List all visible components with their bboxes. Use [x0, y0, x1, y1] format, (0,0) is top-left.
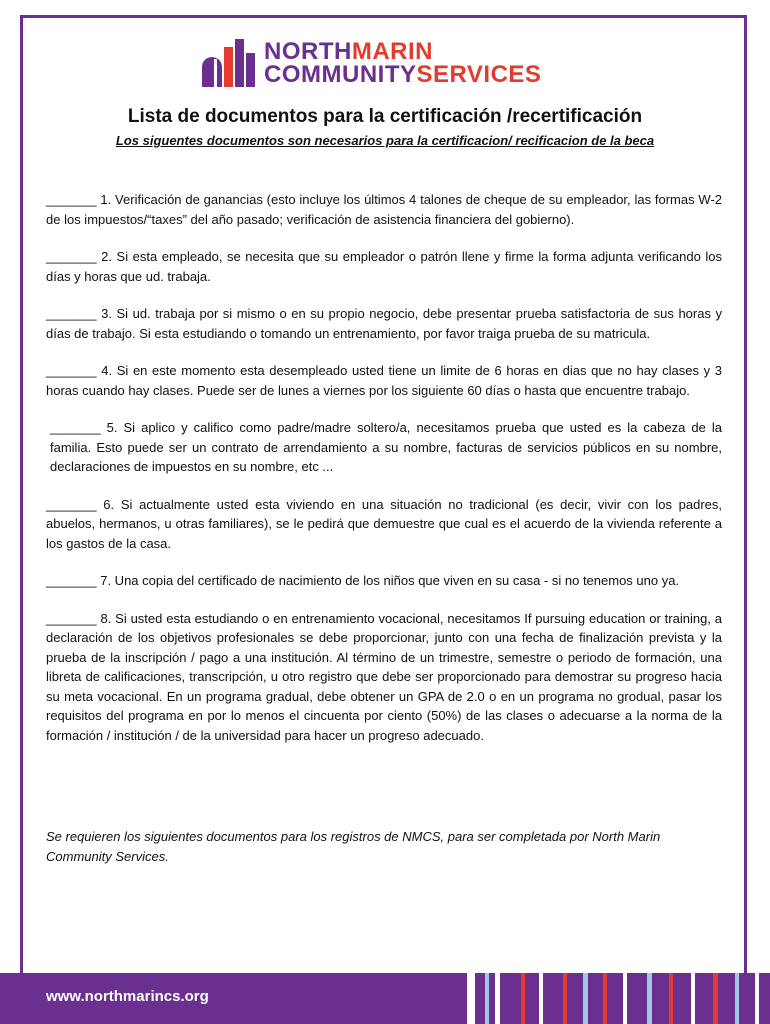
records-note: Se requieren los siguientes documentos para los registros de NMCS, para ser completada por North Marin Community Services.: [46, 829, 661, 864]
checklist: [46, 190, 722, 763]
footer-website-link[interactable]: www.northmarincs.org: [46, 988, 209, 1005]
footer-stripe: [603, 973, 607, 1024]
logo-marin: MARIN: [351, 38, 433, 65]
org-logo: [200, 36, 541, 90]
checklist-item-1: _______ 1. Verificación de ganancias (esto incluye los últimos 4 talones de cheque de su empleador, las formas W-2 de los impuestos/“taxes” del año pasado; verificación de asistencia financiera del gobierno).: [46, 192, 722, 227]
footer-stripe: [521, 973, 525, 1024]
footer-stripe: [691, 973, 695, 1024]
logo-community: COMMUNITY: [264, 61, 417, 88]
footer-stripe: [735, 973, 739, 1024]
logo-wordmark: [264, 40, 541, 86]
footer-stripe: [647, 973, 652, 1024]
footer-stripes: [465, 973, 770, 1024]
footer-stripe: [669, 973, 673, 1024]
footer-stripe: [755, 973, 759, 1024]
checklist-item-6: _______ 6. Si actualmente usted esta viviendo en una situación no tradicional (es decir, vivir con los padres, abuelos, hermanos, u otras familiares), se le pedirá que demuestre que cual es el acuerdo de la vivienda referente a los gastos de la casa.: [46, 496, 722, 551]
checklist-item-8: _______ 8. Si usted esta estudiando o en entrenamiento vocacional, necesitamos If pursuing education or training, a declaración de los objetivos profesionales se debe proporcionar, junto con una fecha de finalización prevista y la prueba de la inscripción / pago a una institución. Al término de un trimestre, semestre o periodo de formación, una libreta de calificaciones, transcripción, u otro registro que debe ser proporcionado para demostrar su progreso hacia su meta vocacional. En un programa gradual, debe obtener un GPA de 2.0 o en un programa no grodual, pasar los requisitos del programa en por lo menos el cincuenta por ciento (50%) de las clases o adecuarse a la norma de la formación / institución / de la universidad para hacer un progreso adecuado.: [46, 610, 722, 743]
document-subtitle: Los siguentes documentos son necesarios para la certificacion/ recificacion de la beca: [115, 133, 655, 148]
footer-stripe: [623, 973, 627, 1024]
checklist-item-3: _______ 3. Si ud. trabaja por si mismo o en su propio negocio, debe presentar prueba satisfactoria de sus horas y días de trabajo. Si esta estudiando o tomando un entrenamiento, por favor traiga prueba de su matricula.: [46, 306, 722, 341]
logo-north: NORTH: [264, 38, 352, 65]
checklist-item-2: _______ 2. Si esta empleado, se necesita que su empleador o patrón llene y firme la forma adjunta verificando los días y horas que ud. trabaja.: [46, 249, 722, 284]
document-title: Lista de documentos para la certificación /recertificación: [127, 106, 643, 127]
footer-stripe: [495, 973, 500, 1024]
logo-services: SERVICES: [416, 61, 542, 88]
checklist-item-7: _______ 7. Una copia del certificado de nacimiento de los niños que viven en su casa - si no tenemos uno ya.: [46, 573, 680, 588]
footer-bar: [0, 973, 770, 1024]
footer-stripe: [713, 973, 718, 1024]
footer-stripe: [485, 973, 489, 1024]
footer-stripe: [467, 973, 475, 1024]
checklist-item-5: _______ 5. Si aplico y califico como padre/madre soltero/a, necesitamos prueba que usted es la cabeza de la familia. Esto puede ser un contrato de arrendamiento a su nombre, facturas de servicios públicos en su nombre, declaraciones de impuestos en su nombre, etc ...: [50, 420, 722, 474]
footer-stripe: [539, 973, 543, 1024]
footer-stripe: [583, 973, 588, 1024]
footer-stripe: [563, 973, 567, 1024]
checklist-item-4: _______ 4. Si en este momento esta desempleado usted tiene un limite de 6 horas en dias que no hay clases y 3 horas cuando hay clases. Puede ser de lunes a viernes por los siguiente 60 días o hasta que encuentre trabajo.: [46, 363, 722, 398]
logo-bars-icon: [200, 37, 256, 89]
